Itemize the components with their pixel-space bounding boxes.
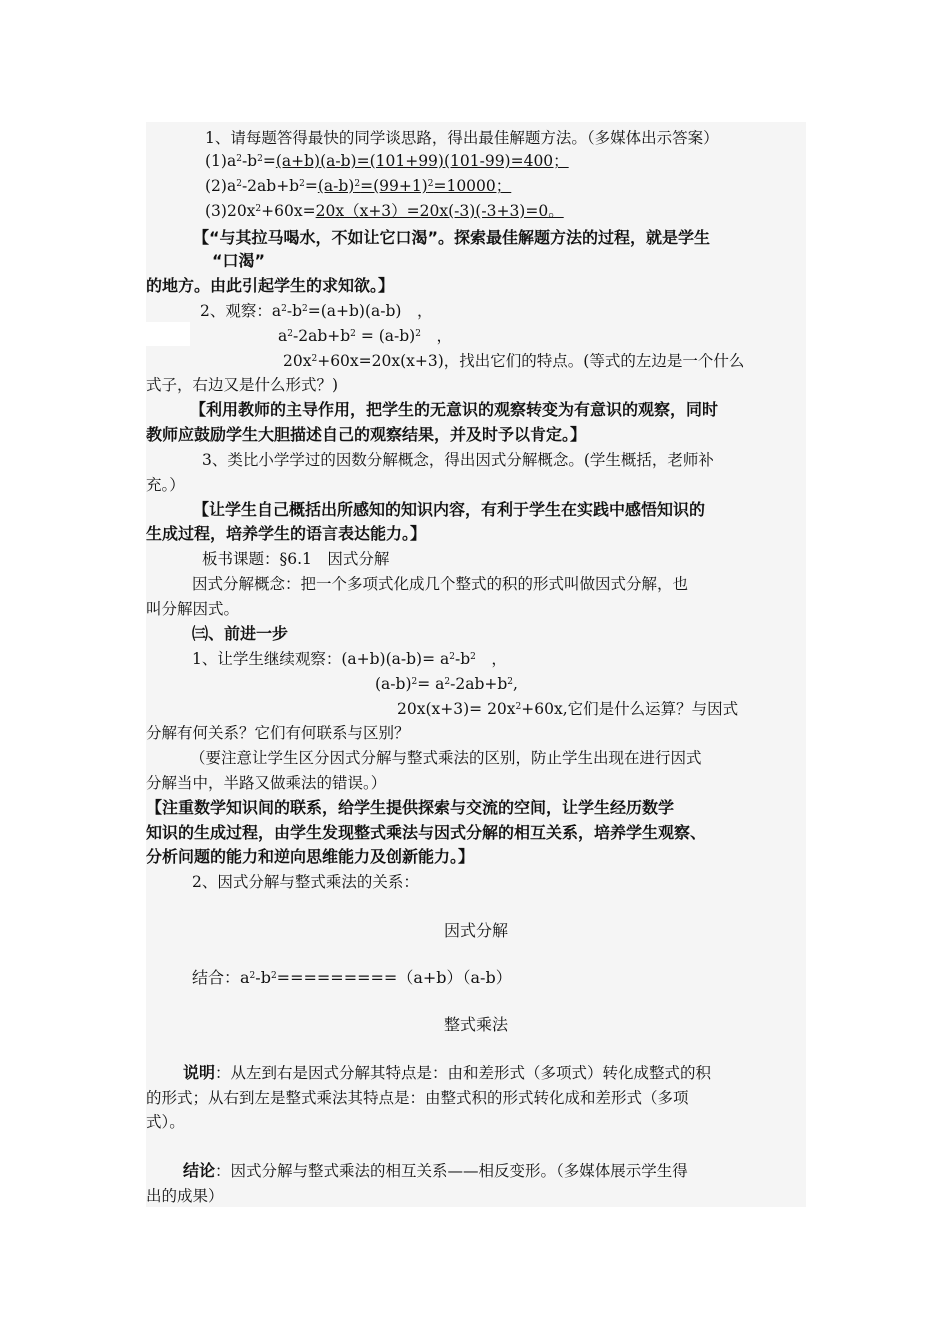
line-02: $(1)a^2-b^2=(a+b)(a-b)=(101+99)(101-99)=400$； — [205, 152, 569, 170]
explain-label: 说明 — [183, 1063, 216, 1082]
line-37: 式）。 — [146, 1113, 185, 1131]
line-29: 知识的生成过程，由学生发现整式乘法与因式分解的相互关系，培养学生观察、 — [146, 823, 707, 842]
line-15: 充。） — [146, 476, 185, 494]
line-19: 因式分解概念：把一个多项式化成几个整式的积的形式叫做因式分解，也 — [192, 575, 689, 593]
diagram-formula: 结合：$a^2-b^2=========(a+b)(a-b)$ — [192, 968, 512, 987]
line-39: 出的成果） — [146, 1187, 224, 1205]
line-01: 1、请每题答得最快的同学谈思路，得出最佳解题方法。（多媒体出示答案） — [205, 129, 719, 147]
conclusion-text: ：因式分解与整式乘法的相互关系——相反变形。（多媒体展示学生得 — [215, 1162, 688, 1180]
line-25: 分解有何关系？它们有何联系与区别？ — [146, 724, 410, 742]
line-30: 分析问题的能力和逆向思维能力及创新能力。】 — [146, 847, 475, 866]
line-11: 式子，右边又是什么形式？) — [146, 376, 339, 394]
diagram-top-label: 因式分解 — [443, 921, 508, 940]
line-06: “口渴” — [212, 251, 266, 270]
line-27: 分解当中，半路又做乘法的错误。） — [146, 774, 387, 792]
line-21: ㈢、前进一步 — [192, 624, 289, 643]
line-12: 【利用教师的主导作用，把学生的无意识的观察转变为有意识的观察，同时 — [190, 400, 719, 419]
line-10: $20x^2+60x=20x(x+3)$，找出它们的特点。(等式的左边是一个什么 — [283, 352, 745, 370]
line-35 — [183, 1062, 711, 1084]
line-36: 的形式；从右到左是整式乘法其特点是：由整式积的形式转化成和差形式（多项 — [146, 1089, 689, 1107]
line-05: 【“与其拉马喝水，不如让它口渴”。探索最佳解题方法的过程，就是学生 — [193, 228, 711, 247]
line-03: $(2)a^2-2ab+b^2=(a-b)^2=(99+1)^2=10000$； — [205, 177, 512, 195]
line-17: 生成过程，培养学生的语言表达能力。】 — [146, 524, 427, 543]
line-09: $a^2-2ab+b^2 = (a-b)^2$ ， — [278, 327, 452, 345]
line-26: （要注意让学生区分因式分解与整式乘法的区别，防止学生出现在进行因式 — [190, 749, 702, 767]
line-08: 2、观察：$a^2-b^2=(a+b)(a-b)$ ， — [200, 302, 433, 320]
line-23: $(a-b)^2= a^2-2ab+b^2$, — [375, 675, 518, 693]
line-20: 叫分解因式。 — [146, 600, 240, 618]
line-38 — [183, 1160, 688, 1182]
diagram-bottom-label: 整式乘法 — [443, 1015, 508, 1034]
explain-text: ：从左到右是因式分解其特点是：由和差形式（多项式）转化成整式的积 — [215, 1064, 712, 1082]
line-28: 【注重数学知识间的联系，给学生提供探索与交流的空间，让学生经历数学 — [146, 798, 675, 817]
line-07: 的地方。由此引起学生的求知欲。】 — [146, 276, 395, 295]
line-22: 1、让学生继续观察：$(a+b)(a-b)= a^2-b^2$ ， — [192, 650, 507, 668]
line-13: 教师应鼓励学生大胆描述自己的观察结果，并及时予以肯定。】 — [146, 425, 587, 444]
line-04: $(3)20x^2+60x=20x(x+3)=20x(-3)(-3+3)=0$。 — [205, 202, 564, 220]
line-14: 3、类比小学学过的因数分解概念，得出因式分解概念。(学生概括，老师补 — [202, 451, 714, 469]
line-16: 【让学生自己概括出所感知的知识内容，有利于学生在实践中感悟知识的 — [193, 500, 706, 519]
line-24: $20x(x+3)= 20x^2+60x$,它们是什么运算？与因式 — [397, 700, 739, 718]
white-gap — [146, 322, 190, 346]
conclusion-label: 结论 — [183, 1161, 216, 1180]
line-18: 板书课题：§6.1 因式分解 — [202, 550, 390, 568]
line-31: 2、因式分解与整式乘法的关系： — [192, 873, 419, 891]
